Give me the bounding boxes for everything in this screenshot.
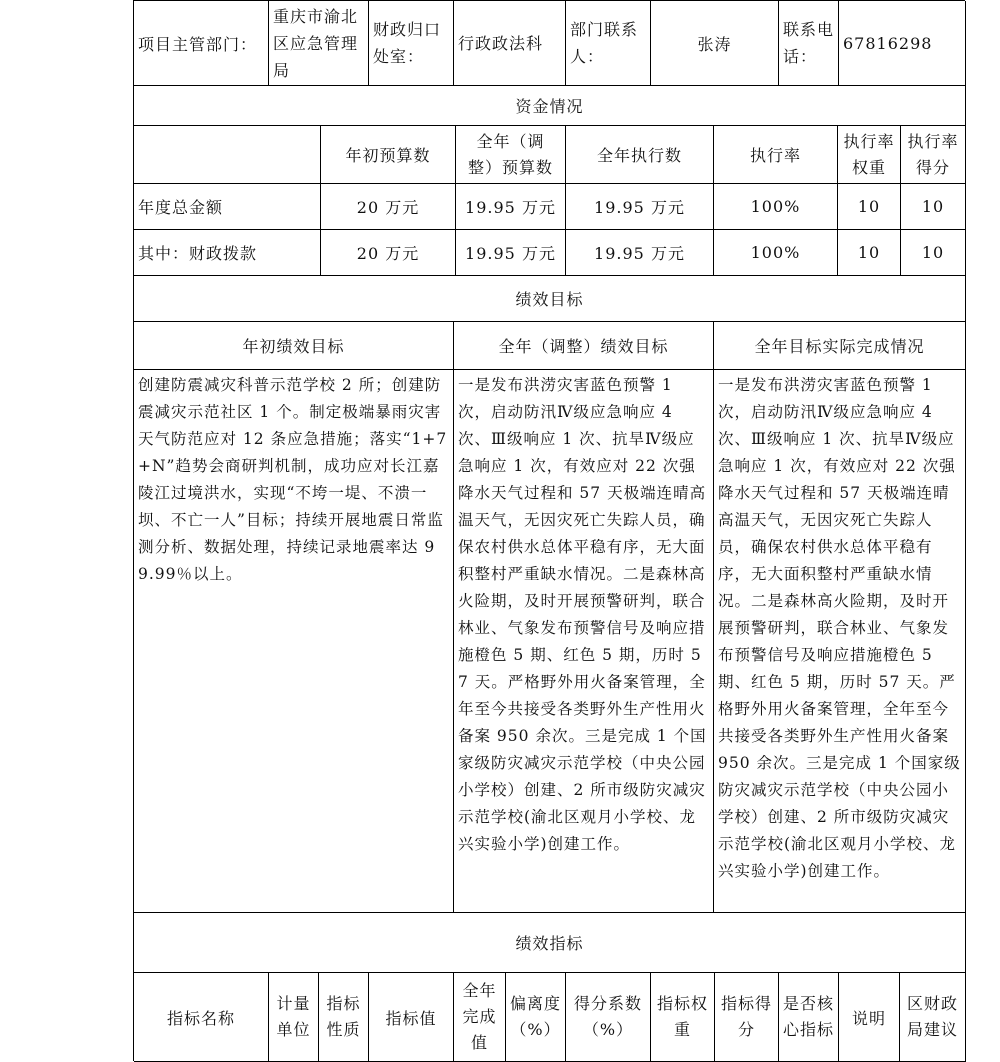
goals-section-title: 绩效目标 [134, 276, 966, 322]
ind-col-name: 指标名称 [134, 973, 269, 1062]
funds-col-budget: 年初预算数 [321, 126, 456, 184]
funds-row-executed: 19.95 万元 [566, 230, 714, 276]
ind-col-core: 是否核心指标 [779, 973, 839, 1062]
funds-row-score: 10 [901, 230, 966, 276]
ind-col-deviation: 偏离度（%） [506, 973, 566, 1062]
goals-col-actual: 全年目标实际完成情况 [714, 322, 966, 370]
funds-row-budget: 20 万元 [321, 230, 456, 276]
ind-col-coefficient: 得分系数（%） [566, 973, 651, 1062]
contact-label: 部门联系人： [566, 1, 651, 86]
funds-row-weight: 10 [838, 230, 901, 276]
funds-section-title: 资金情况 [134, 86, 966, 126]
funds-row-rate: 100% [714, 230, 838, 276]
funds-row-weight: 10 [838, 184, 901, 230]
goals-adjusted-text: 一是发布洪涝灾害蓝色预警 1 次，启动防汛Ⅳ级应急响应 4 次、Ⅲ级响应 1 次、抗旱Ⅳ级应急响应 1 次，有效应对 22 次强降水天气过程和 57 天极端连晴高温天气，无因灾死亡失踪人员，确保农村供水总体平稳有序，无大面积整村严重缺水情况。二是森林高火险期，及时开展预警研判，联合林业、气象发布预警信号及响应措施橙色 5 期、红色 5 期，历时 57 天。严格野外用火备案管理，全年至今共接受各类野外生产性用火备案 950 余次。三是完成 1 个国家级防灾减灾示范学校（中央公园小学校）创建、2 所市级防灾减灾示范学校(渝北区观月小学校、龙兴实验小学)创建工作。 [454, 370, 714, 913]
ind-col-value: 指标值 [369, 973, 454, 1062]
funds-row-label: 其中：财政拨款 [134, 230, 321, 276]
funds-row-score: 10 [901, 184, 966, 230]
indicators-section-title: 绩效指标 [134, 913, 966, 973]
ind-col-note: 说明 [839, 973, 900, 1062]
funds-row-adjusted: 19.95 万元 [456, 230, 566, 276]
performance-table [133, 0, 965, 1061]
funds-header-blank [134, 126, 321, 184]
phone-label: 联系电话： [779, 1, 839, 86]
ind-col-nature: 指标性质 [319, 973, 369, 1062]
funds-row-budget: 20 万元 [321, 184, 456, 230]
funds-col-executed: 全年执行数 [566, 126, 714, 184]
goals-col-initial: 年初绩效目标 [134, 322, 454, 370]
funds-col-weight: 执行率权重 [838, 126, 901, 184]
contact-value: 张涛 [651, 1, 779, 86]
finance-value: 行政政法科 [454, 1, 566, 86]
ind-col-weight: 指标权重 [651, 973, 715, 1062]
ind-col-completed: 全年完成值 [454, 973, 506, 1062]
finance-label: 财政归口处室： [369, 1, 454, 86]
ind-col-score: 指标得分 [715, 973, 779, 1062]
goals-col-adjusted: 全年（调整）绩效目标 [454, 322, 714, 370]
goals-actual-text: 一是发布洪涝灾害蓝色预警 1 次，启动防汛Ⅳ级应急响应 4 次、Ⅲ级响应 1 次、抗旱Ⅳ级应急响应 1 次，有效应对 22 次强降水天气过程和 57 天极端连晴高温天气，无因灾死亡失踪人员，确保农村供水总体平稳有序，无大面积整村严重缺水情况。二是森林高火险期，及时开展预警研判，联合林业、气象发布预警信号及响应措施橙色 5 期、红色 5 期，历时 57 天。严格野外用火备案管理，全年至今共接受各类野外生产性用火备案 950 余次。三是完成 1 个国家级防灾减灾示范学校（中央公园小学校）创建、2 所市级防灾减灾示范学校(渝北区观月小学校、龙兴实验小学)创建工作。 [714, 370, 966, 913]
funds-col-score: 执行率得分 [901, 126, 966, 184]
dept-label: 项目主管部门： [134, 1, 269, 86]
ind-col-suggestion: 区财政局建议 [900, 973, 966, 1062]
funds-row-executed: 19.95 万元 [566, 184, 714, 230]
funds-row-rate: 100% [714, 184, 838, 230]
dept-value: 重庆市渝北区应急管理局 [269, 1, 369, 86]
funds-col-adjusted: 全年（调整）预算数 [456, 126, 566, 184]
goals-initial-text: 创建防震减灾科普示范学校 2 所；创建防震减灾示范社区 1 个。制定极端暴雨灾害天气防范应对 12 条应急措施；落实“1+7+N”趋势会商研判机制，成功应对长江嘉陵江过境洪水，实现“不垮一堤、不溃一坝、不亡一人”目标；持续开展地震日常监测分析、数据处理，持续记录地震率达 99.99％以上。 [134, 370, 454, 913]
funds-col-rate: 执行率 [714, 126, 838, 184]
funds-row-label: 年度总金额 [134, 184, 321, 230]
ind-col-unit: 计量单位 [269, 973, 319, 1062]
phone-value: 67816298 [839, 1, 966, 86]
funds-row-adjusted: 19.95 万元 [456, 184, 566, 230]
